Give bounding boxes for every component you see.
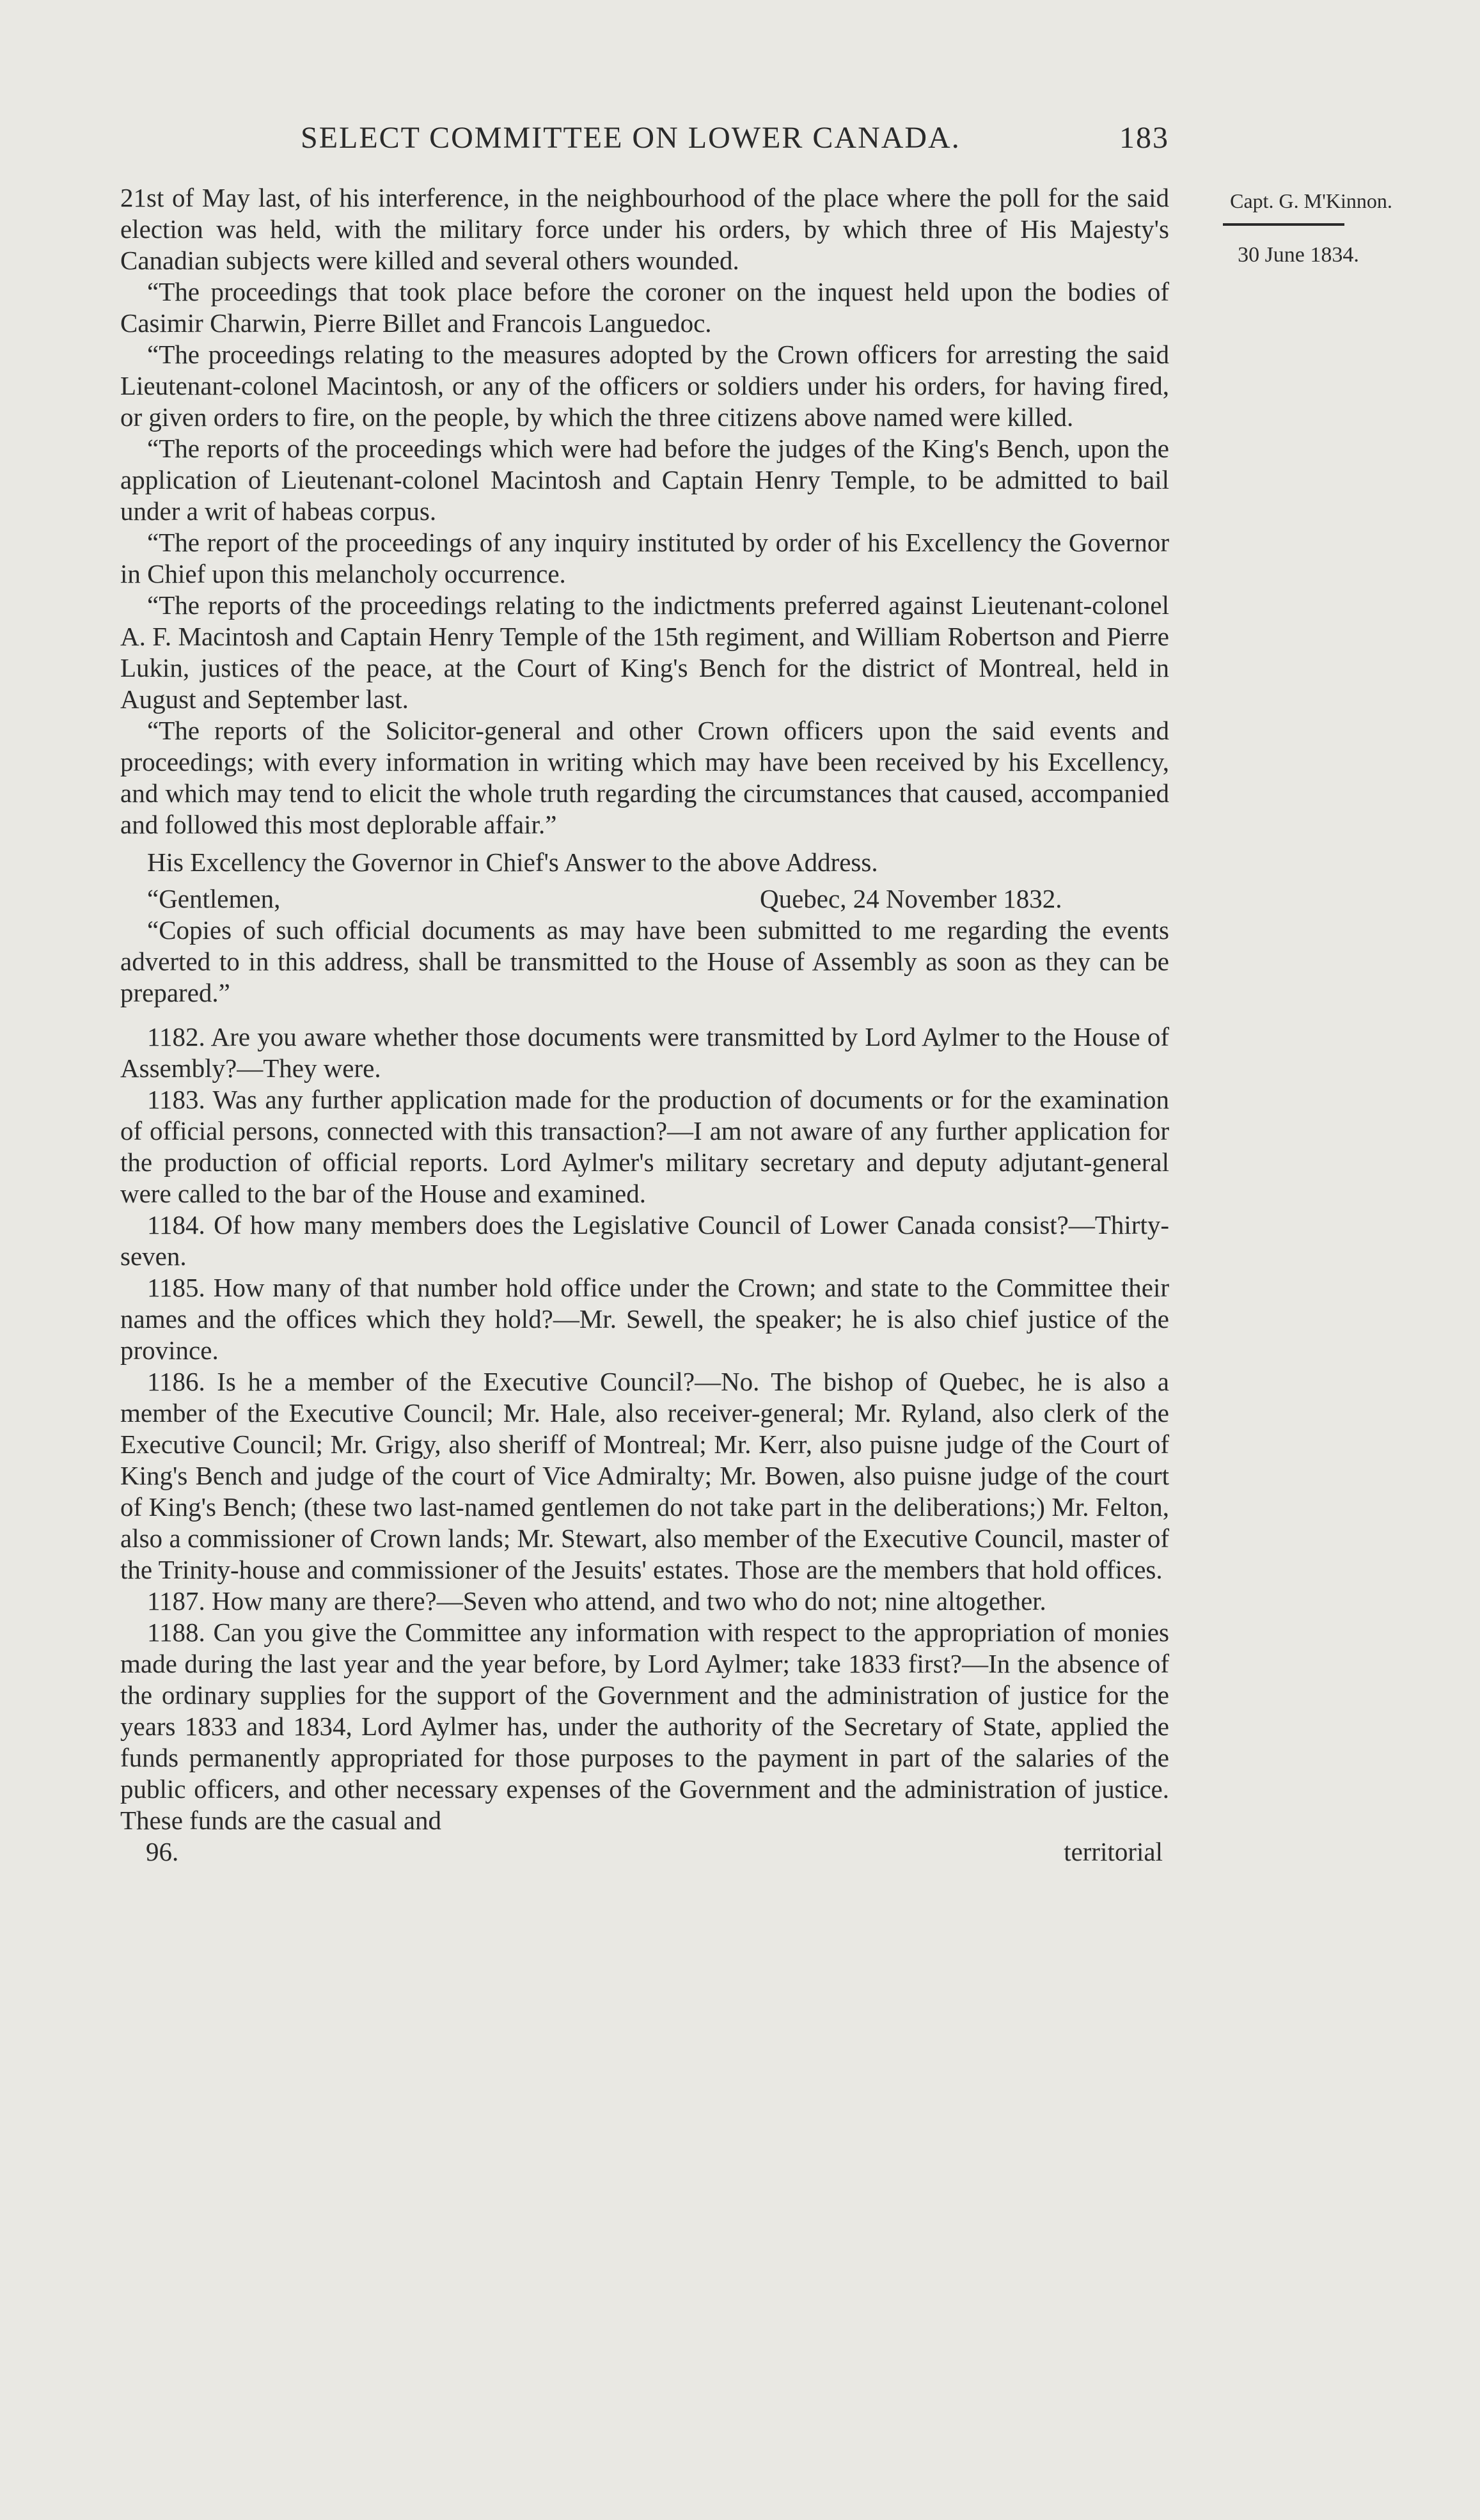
qa-item: 1183. Was any further application made for the production of documents or for the examination of official persons, connected with this transaction?—I am not aware of any further application for the production of official reports. Lord Aylmer's military secretary and deputy adjutant-general were called to the bar of the House and examined.	[120, 1085, 1169, 1208]
qa-item: 1184. Of how many members does the Legislative Council of Lower Canada consist?—Thirty-seven.	[120, 1210, 1169, 1271]
paragraph: “The reports of the proceedings which were had before the judges of the King's Bench, upon the application of Lieutenant-colonel Macintosh and Captain Henry Temple, to be admitted to bail under a writ of habeas corpus.	[120, 434, 1169, 526]
signature-mark: 96.	[146, 1837, 179, 1866]
qa-item: 1185. How many of that number hold office under the Crown; and state to the Committee their names and the offices which they hold?—Mr. Sewell, the speaker; he is also chief justice of the province.	[120, 1273, 1169, 1365]
letter-text: “Copies of such official documents as may have been submitted to me regarding the events adverted to in this address, shall be transmitted to the House of Assembly as soon as they can be prepared.”	[120, 915, 1169, 1007]
sidenote-witness: Capt. G. M'Kinnon.	[1230, 189, 1392, 212]
qa-item: 1186. Is he a member of the Executive Council?—No. The bishop of Quebec, he is also a member of the Executive Council; Mr. Hale, also receiver-general; Mr. Ryland, also clerk of the Executive Council; Mr. Grigy, also sheriff of Montreal; Mr. Kerr, also puisne judge of the Court of King's Bench and judge of the court of Vice Admiralty; Mr. Bowen, also puisne judge of the court of King's Bench; (these two last-named gentlemen do not take part in the deliberations;) Mr. Felton, also a commissioner of Crown lands; Mr. Stewart, also member of the Executive Council, master of the Trinity-house and commissioner of the Jesuits' estates. Those are the members that hold offices.	[120, 1367, 1169, 1584]
qa-item: 1188. Can you give the Committee any information with respect to the appropriation of monies made during the last year and the year before, by Lord Aylmer; take 1833 first?—In the absence of the ordinary supplies for the support of the Government and the administration of justice for the years 1833 and 1834, Lord Aylmer has, under the authority of the Secretary of State, applied the funds permanently appropriated for those purposes to the payment in part of the salaries of the public officers, and other necessary expenses of the Government and the administration of justice. These funds are the casual and	[120, 1618, 1169, 1835]
letter-salutation-line	[120, 883, 1169, 915]
qa-item: 1187. How many are there?—Seven who attend, and two who do not; nine altogether.	[147, 1586, 1046, 1616]
body-text	[120, 182, 1169, 1868]
paragraph: “The reports of the Solicitor-general and other Crown officers upon the said events and proceedings; with every information in writing which may have been received by his Excellency, and which may tend to elicit the whole truth regarding the circumstances that caused, accompanied and followed this most deplorable affair.”	[120, 716, 1169, 839]
qa-item: 1182. Are you aware whether those documents were transmitted by Lord Aylmer to the House of Assembly?—They were.	[120, 1022, 1169, 1083]
answer-heading: His Excellency the Governor in Chief's Answer to the above Address.	[147, 847, 878, 877]
sidenote-rule	[1223, 223, 1344, 226]
sidenote-date: 30 June 1834.	[1238, 243, 1359, 267]
paragraph: 21st of May last, of his interference, in the neighbourhood of the place where the poll for the said election was held, with the military force under his orders, by which three of His Majesty's Canadian subjects were killed and several others wounded.	[120, 183, 1169, 275]
paragraph: “The reports of the proceedings relating to the indictments preferred against Lieutenant-colonel A. F. Macintosh and Captain Henry Temple of the 15th regiment, and William Robertson and Pierre Lukin, justices of the peace, at the Court of King's Bench for the district of Montreal, held in August and September last.	[120, 590, 1169, 714]
letter-salutation: “Gentlemen,	[147, 884, 281, 913]
paragraph: “The report of the proceedings of any inquiry instituted by order of his Excellency the Governor in Chief upon this melancholy occurrence.	[120, 528, 1169, 588]
page-number: 183	[1119, 121, 1169, 155]
letter-place-date: Quebec, 24 November 1832.	[760, 884, 1062, 913]
paragraph: “The proceedings that took place before the coroner on the inquest held upon the bodies of Casimir Charwin, Pierre Billet and Francois Languedoc.	[120, 277, 1169, 338]
page-footer	[120, 1836, 1169, 1868]
catchword: territorial	[1064, 1837, 1163, 1866]
paragraph: “The proceedings relating to the measures adopted by the Crown officers for arresting the said Lieutenant-colonel Macintosh, or any of the officers or soldiers under his orders, for having fired, or given orders to fire, on the people, by which the three citizens above named were killed.	[120, 340, 1169, 432]
running-title: SELECT COMMITTEE ON LOWER CANADA.	[301, 121, 961, 155]
